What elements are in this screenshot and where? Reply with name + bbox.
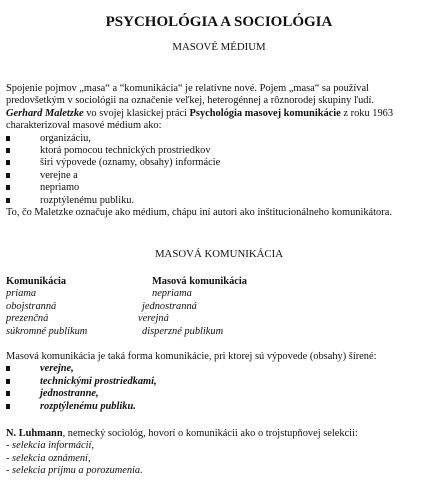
document-title: PSYCHOLÓGIA A SOCIOLÓGIA	[105, 14, 333, 30]
luhmann-name: N. Luhmann	[6, 428, 63, 439]
maletzke-name: Gerhard Maletzke	[6, 107, 84, 119]
bullet-icon	[6, 379, 10, 384]
section-heading-masova-komunikacia: MASOVÁ KOMUNIKÁCIA	[154, 248, 284, 260]
list-item: - selekcia informácií,	[6, 440, 95, 452]
list-item: rozptýlenému publiku.	[6, 195, 434, 207]
list-item: širi výpovede (oznamy, obsahy) informácie	[6, 157, 434, 169]
section-masove-medium-body	[6, 83, 434, 219]
table-row: obojstranná jednostranná	[6, 300, 197, 312]
col-header-masova-komunikacia: Masová komunikácia	[152, 276, 247, 287]
bullet-icon	[6, 185, 10, 190]
section-masova-komunikacia-body	[6, 351, 434, 413]
list-item: - selekcia oznámení,	[6, 452, 91, 464]
list-item: rozptýlenému publiku.	[6, 401, 434, 413]
list-item: organizáciu,	[6, 133, 434, 145]
bullet-icon	[6, 366, 10, 371]
luhmann-text: , nemecký sociológ, hovorí o komunikácii ako o trojstupňovej selekcii:	[62, 428, 358, 439]
bullet-icon	[6, 148, 10, 153]
list-item: nepriamo	[6, 182, 434, 194]
section-heading-masove-medium: MASOVÉ MÉDIUM	[172, 41, 266, 53]
table-row: prezenčná verejná	[6, 313, 169, 325]
table-row: priama nepriama	[6, 288, 192, 300]
luhmann-section	[6, 428, 434, 478]
bullet-icon	[6, 136, 10, 141]
bullet-icon	[6, 198, 10, 203]
list-item: verejne a	[6, 170, 434, 182]
maletzke-end-text: z roku 1963	[340, 107, 394, 119]
closing-paragraph: To, čo Maletzke označuje ako médium, chápu iní autori ako inštitucionálneho komunikátora.	[6, 206, 392, 218]
bullet-icon	[6, 160, 10, 165]
list-item: technickými prostriedkami,	[6, 376, 434, 388]
list-item: verejne,	[6, 363, 434, 375]
bullet-icon	[6, 391, 10, 396]
luhmann-line	[6, 428, 434, 440]
maletzke-mid-text: vo svojej klasickej práci	[83, 107, 190, 119]
col-header-komunikacia: Komunikácia	[6, 276, 67, 287]
maletzke-line-2: charakterizoval masové médium ako:	[6, 120, 162, 132]
maletzke-work-title: Psychológia masovej komunikácie	[189, 107, 341, 119]
list-item: ktorá pomocou technických prostriedkov	[6, 145, 434, 157]
intro-line-2: predovšetkým v sociológii na označenie veľkej, heterogénnej a rôznorodej skupiny ľudí.	[6, 95, 374, 107]
definition-paragraph: Masová komunikácia je taká forma komunikácie, pri ktorej sú výpovede (obsahy) šírené:	[6, 351, 377, 362]
comparison-table	[6, 276, 434, 338]
table-header-row	[6, 276, 434, 288]
bullet-icon	[6, 173, 10, 178]
list-item: - selekcia príjmu a porozumenia.	[6, 465, 143, 477]
list-item: jednostranne,	[6, 388, 434, 400]
bullet-icon	[6, 404, 10, 409]
table-row: súkromné publikum disperzné publikum	[6, 325, 224, 337]
maletzke-line	[6, 108, 434, 120]
intro-line-1: Spojenie pojmov „masa“ a “komunikácia“ je relatívne nové. Pojem „masa“ sa používal	[6, 83, 369, 94]
